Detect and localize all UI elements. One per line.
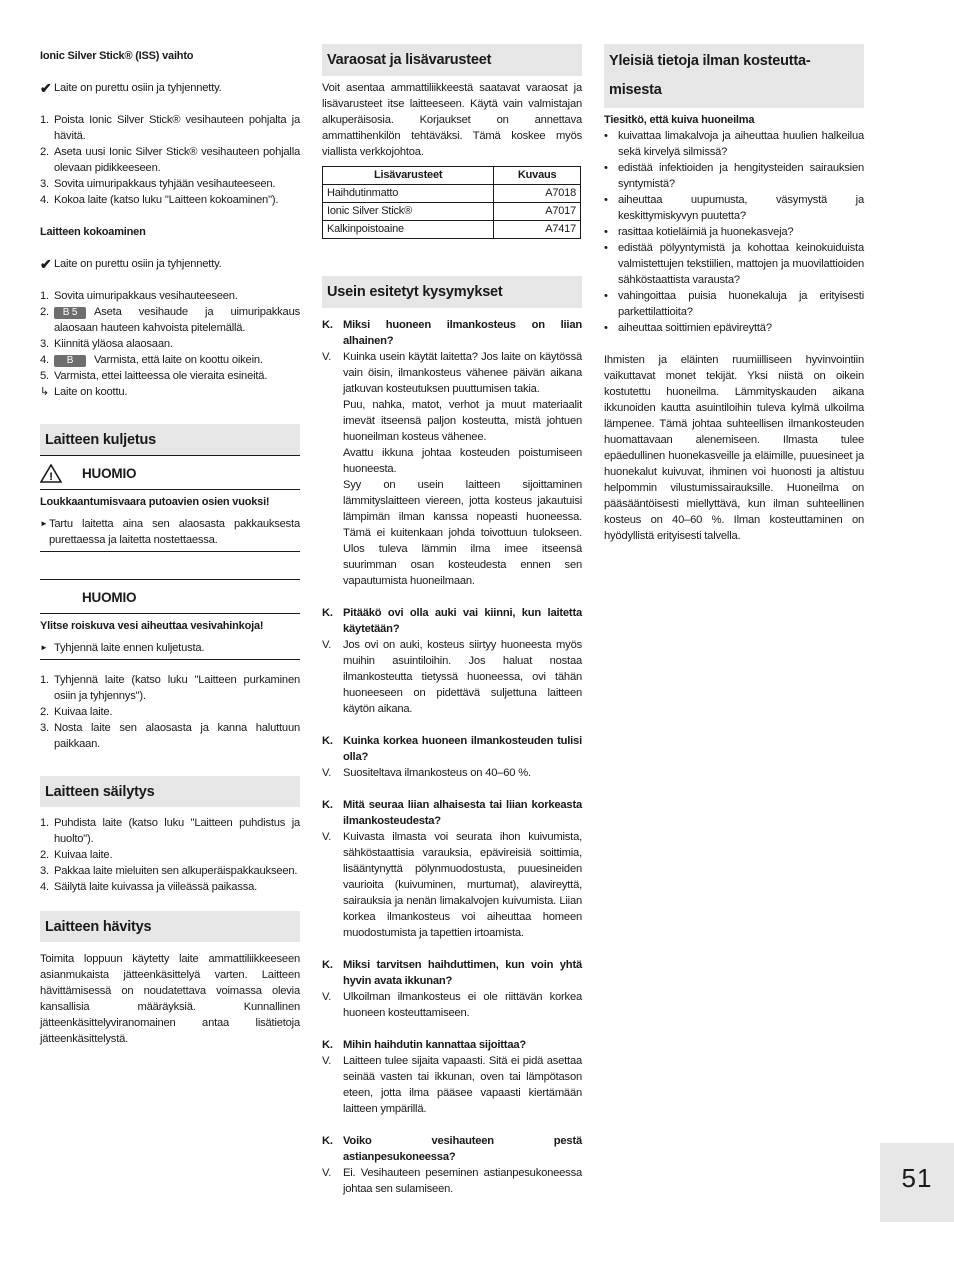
warning-triangle-icon — [40, 464, 62, 483]
list-item: • vahingoittaa puisia huonekaluja ja erityisesti parkettilattioita? — [604, 290, 864, 318]
faq-question: Miksi huoneen ilmankosteus on liian alhainen? — [343, 319, 582, 347]
dry-air-heading: Tiesitkö, että kuiva huoneilma — [604, 114, 755, 126]
faq-question: Mihin haihdutin kannattaa sijoittaa? — [343, 1039, 526, 1051]
page-number-box — [880, 1143, 954, 1222]
list-item: 5. Varmista, ettei laitteessa ole vieraita esineitä. — [40, 370, 268, 382]
page-number: 51 — [901, 1163, 933, 1193]
faq-item: K. Pitääkö ovi olla auki vai kiinni, kun laitetta käytetään? V. Jos ovi on auki, kosteus siirtyy huoneesta myös muihin asuintiloihin. Jos haluat nostaa ilmankosteutta tietyssä huoneessa, ovi tähän huoneeseen on pidettävä suljettuna laitteen käytön aikana. — [322, 607, 582, 715]
list-item: 2. B 5 Aseta vesihaude ja uimuripakkaus alaosaan hauteen kahvoista pitelemällä. — [40, 306, 300, 334]
list-item: • aiheuttaa uupumusta, väsymystä ja keskittymiskyvyn puutetta? — [604, 194, 864, 222]
faq-item: K. Miksi tarvitsen haihduttimen, kun voin yhtä hyvin avata ikkunan? V. Ulkoilman ilmankosteus ei ole riittävän korkea huoneen kosteuttamiseen. — [322, 959, 582, 1019]
faq-item: K. Kuinka korkea huoneen ilmankosteuden tulisi olla? V. Suositeltava ilmankosteus on 40–60 %. — [322, 735, 582, 779]
faq-heading: Usein esitetyt kysymykset — [322, 276, 582, 308]
list-item: • aiheuttaa soittimien epävireyttä? — [604, 322, 772, 334]
result-arrow-icon: ↳ — [40, 386, 50, 398]
faq-item: K. Mihin haihdutin kannattaa sijoittaa? V. Laitteen tulee sijaita vapaasti. Sitä ei pidä asettaa seinää vasten tai ikkunan, oven tai lämpötason eteen, jotta ilma pääsee vapaasti kiertämään laitteen ympärillä. — [322, 1039, 582, 1115]
dry-air-list — [604, 128, 864, 336]
column-right — [604, 44, 864, 544]
disposal-text: Toimita loppuun käytetty laite ammattiliikkeeseen asianmukaista jätteenkäsittelyä varten. Laitteen hävittämisessä on noudatettava voimassa olevia kansallisia määräyksiä. Kunnallinen jätteenkäsittelyviranomainen antaa lisätietoja jätteenkäsittelystä. — [40, 953, 300, 1045]
list-item: 1. Tyhjennä laite (katso luku "Laitteen purkaminen osiin ja tyhjennys"). — [40, 674, 300, 702]
list-item: • edistää pölyyntymistä ja kohottaa keinokuiduista valmistettujen tekstiilien, mattojen ja muovilattioiden sähköstaattista varausta? — [604, 242, 864, 286]
warning-header-2: HUOMIO — [82, 589, 137, 605]
list-item: • rasittaa kotieläimiä ja huonekasveja? — [604, 226, 794, 238]
list-item: 3. Sovita uimuripakkaus tyhjään vesihauteeseen. — [40, 178, 276, 190]
faq-answer: Syy on usein laitteen sijoittaminen lämmityslaitteen viereen, jotta kosteus jakautuisi lämpimän ilman kanssa nopeasti huoneessa. Tämä ei kuitenkaan johda toivottuun tulokseen. Ulos tuleva lämmin ilma imee itseensä suurimman osan kosteudesta ennen sen vapautumista huoneilmaan. — [343, 479, 582, 587]
list-item: 1. Sovita uimuripakkaus vesihauteeseen. — [40, 290, 238, 302]
list-item: 4. Säilytä laite kuivassa ja viileässä paikassa. — [40, 881, 258, 893]
list-item: 3. Kiinnitä yläosa alaosaan. — [40, 338, 173, 350]
faq-answer: Ulkoilman ilmankosteus ei ole riittävän korkea huoneen kosteuttamiseen. — [343, 991, 582, 1019]
list-item: 1. Puhdista laite (katso luku "Laitteen puhdistus ja huolto"). — [40, 817, 300, 845]
list-item: • edistää infektioiden ja hengitysteiden sairauksien syntymistä? — [604, 162, 864, 190]
table-header: Lisävarusteet — [323, 167, 494, 185]
list-item: 1. Poista Ionic Silver Stick® vesihauteen pohjalta ja hävitä. — [40, 114, 300, 142]
faq-list — [322, 317, 582, 1197]
faq-answer: Laitteen tulee sijaita vapaasti. Sitä ei pidä asettaa seinää vasten tai ikkunan, oven tai lämpötason eteen, jotta ilma pääsee vapaasti kiertämään laitteen ympärillä. — [343, 1055, 582, 1115]
faq-question: Kuinka korkea huoneen ilmankosteuden tulisi olla? — [343, 735, 582, 763]
iss-heading: Ionic Silver Stick® (ISS) vaihto — [40, 50, 194, 62]
triangle-bullet-icon: ► — [40, 519, 48, 528]
precondition-2: ✔ Laite on purettu osiin ja tyhjennetty. — [40, 256, 222, 272]
list-item: 2. Aseta uusi Ionic Silver Stick® vesihauteen pohjalla olevaan pidikkeeseen. — [40, 146, 300, 174]
table-row: Ionic Silver Stick® A7017 — [323, 203, 581, 221]
table-row: Haihdutinmatto A7018 — [323, 185, 581, 203]
checkmark-icon: ✔ — [40, 80, 52, 96]
table-row: Kalkinpoistoaine A7417 — [323, 221, 581, 239]
faq-item: K. Voiko vesihauteen pestä astianpesukoneessa? V. Ei. Vesihauteen peseminen astianpesukoneessa johtaa sen sulamiseen. — [322, 1135, 582, 1195]
storage-heading: Laitteen säilytys — [40, 776, 300, 807]
faq-answer: Ei. Vesihauteen peseminen astianpesukoneessa johtaa sen sulamiseen. — [343, 1167, 582, 1195]
checkmark-icon: ✔ — [40, 256, 52, 272]
assembly-heading: Laitteen kokoaminen — [40, 226, 146, 238]
humidity-info-heading: Yleisiä tietoja ilman kosteutta- misesta — [604, 44, 864, 108]
faq-item: K. Mitä seuraa liian alhaisesta tai liian korkeasta ilmankosteudesta? V. Kuivasta ilmasta voi seurata ihon kuivumista, sähköstaattisia varauksia, epävireisiä soittimia, lisääntynyttä pölynmuodostusta, puuesineiden vaurioita (kuivuminen, murtumat), alavireyttä, sairauksia ja nenän limakalvojen kuivumista. Liian korkea ilmankosteus voi aiheuttaa homeen muodostumista ja tapettien irtoamista. — [322, 799, 582, 939]
humidity-paragraph: Ihmisten ja eläinten ruumiilliseen hyvinvointiin vaikuttavat monet tekijät. Yksi niistä on oikein kostutettu huoneilma. Lämmityskauden aikana ikkunoiden kautta asuintiloihin tuleva kylmä ulkoilma lämpenee. Tämä johtaa suhteellisen ilmankosteuden huomattavaan alenemiseen. Ilmasta tulee epäedullinen huonekasveille ja eläimille, puuesineet ja huonekalut kuivuvat, ihminen voi huonosti ja altistuu helpommin vilustumissairauksille. Huoneilma on pääsääntöisesti miellyttävä, kun ilman suhteellinen kosteus on 40–60 %. Ilman kosteuttaminen on hyödyllistä erityisesti talvella. — [604, 354, 864, 542]
list-item: 3. Nosta laite sen alaosasta ja kanna haluttuun paikkaan. — [40, 722, 300, 750]
assembly-result: ↳ Laite on koottu. — [40, 386, 128, 398]
list-item: 4. B Varmista, että laite on koottu oikein. — [40, 354, 263, 366]
faq-answer: Jos ovi on auki, kosteus siirtyy huoneesta myös muihin asuintiloihin. Jos haluat nostaa ilmankosteutta tietyssä huoneessa, ovi tähän huoneeseen on pidettävä suljettuna laitteen käytön aikana. — [343, 639, 582, 715]
faq-question: Pitääkö ovi olla auki vai kiinni, kun laitetta käytetään? — [343, 607, 582, 635]
svg-text:!: ! — [49, 471, 53, 483]
faq-question: Miksi tarvitsen haihduttimen, kun voin yhtä hyvin avata ikkunan? — [343, 959, 582, 987]
list-item: 2. Kuivaa laite. — [40, 849, 113, 861]
transport-steps-list — [40, 672, 300, 752]
warning-1-text: Loukkaantumisvaara putoavien osien vuoksi! — [40, 496, 270, 508]
figure-reference-badge: B — [54, 355, 86, 367]
column-left — [40, 44, 300, 1047]
transport-heading: Laitteen kuljetus — [40, 424, 300, 455]
faq-answer: Suositeltava ilmankosteus on 40–60 %. — [343, 767, 531, 779]
faq-question: Voiko vesihauteen pestä astianpesukoneessa? — [343, 1135, 582, 1163]
warning-1-instruction: ► Tartu laitetta aina sen alaosasta pakkauksesta purettaessa ja laitetta nostettaessa. — [40, 518, 300, 546]
list-item: • kuivattaa limakalvoja ja aiheuttaa huulien halkeilua sekä kirvelyä silmissä? — [604, 130, 864, 158]
table-header: Kuvaus — [494, 167, 581, 185]
faq-answer: Kuivasta ilmasta voi seurata ihon kuivumista, sähköstaattisia varauksia, epävireisiä soittimia, lisääntynyttä pölynmuodostusta, puuesineiden vaurioita (kuivuminen, murtumat), alavireyttä, sairauksia ja nenän limakalvojen kuivumista. Liian korkea ilmankosteus voi aiheuttaa homeen muodostumista ja tapettien irtoamista. — [343, 831, 582, 939]
precondition-1: ✔ Laite on purettu osiin ja tyhjennetty. — [40, 80, 222, 96]
faq-answer: Avattu ikkuna johtaa kosteuden poistumiseen huoneesta. — [343, 447, 582, 475]
faq-question: Mitä seuraa liian alhaisesta tai liian korkeasta ilmankosteudesta? — [343, 799, 582, 827]
accessories-table — [322, 166, 581, 239]
parts-text: Voit asentaa ammattiliikkeestä saatavat varaosat ja lisävarusteet itse laitteeseen. Käytä vain valmistajan alkuperäisosia. Korjaukset on annettava ammattihenkilön tehtäväksi. Tämä koskee myös viallista verkkojohtoa. — [322, 82, 582, 158]
faq-answer: Kuinka usein käytät laitetta? Jos laite on käytössä vain öisin, ilmankosteus vähenee päivän aikana jatkuvan kosteutuksen puuttumisen takia. — [343, 351, 582, 395]
iss-steps-list — [40, 112, 300, 208]
warning-header-1: ! HUOMIO — [40, 464, 300, 483]
assembly-steps-list — [40, 288, 300, 384]
parts-heading: Varaosat ja lisävarusteet — [322, 44, 582, 76]
column-middle — [322, 44, 582, 1197]
list-item: 4. Kokoa laite (katso luku "Laitteen kokoaminen"). — [40, 194, 279, 206]
list-item: 3. Pakkaa laite mieluiten sen alkuperäispakkaukseen. — [40, 865, 298, 877]
triangle-bullet-icon: ► — [40, 643, 48, 652]
warning-2-instruction: ► Tyhjennä laite ennen kuljetusta. — [40, 642, 205, 654]
storage-steps-list — [40, 815, 300, 895]
figure-reference-badge: B 5 — [54, 307, 86, 319]
warning-2-text: Ylitse roiskuva vesi aiheuttaa vesivahinkoja! — [40, 620, 264, 632]
faq-item: K. Miksi huoneen ilmankosteus on liian alhainen? V. Kuinka usein käytät laitetta? Jos laite on käytössä vain öisin, ilmankosteus vähenee päivän aikana jatkuvan kosteutuksen puuttumisen takia. Puu, nahka, matot, verhot ja muut materiaalit imevät itseensä paljon kosteutta, mistä johtuen huoneilman kosteus vähenee. Avattu ikkuna johtaa kosteuden poistumiseen huoneesta. Syy on usein laitteen sijoittaminen lämmityslaitteen viereen, jotta kosteus jakautuisi lämpimän ilman kanssa nopeasti huoneessa. Tämä ei kuitenkaan johda toivottuun tulokseen. Ulos tuleva lämmin ilma imee itseensä suurimman osan kosteudesta ennen sen vapautumista huoneilmaan. — [322, 319, 582, 587]
faq-answer: Puu, nahka, matot, verhot ja muut materiaalit imevät itseensä paljon kosteutta, mistä johtuen huoneilman kosteus vähenee. — [343, 399, 582, 443]
list-item: 2. Kuivaa laite. — [40, 706, 113, 718]
disposal-heading: Laitteen hävitys — [40, 911, 300, 942]
